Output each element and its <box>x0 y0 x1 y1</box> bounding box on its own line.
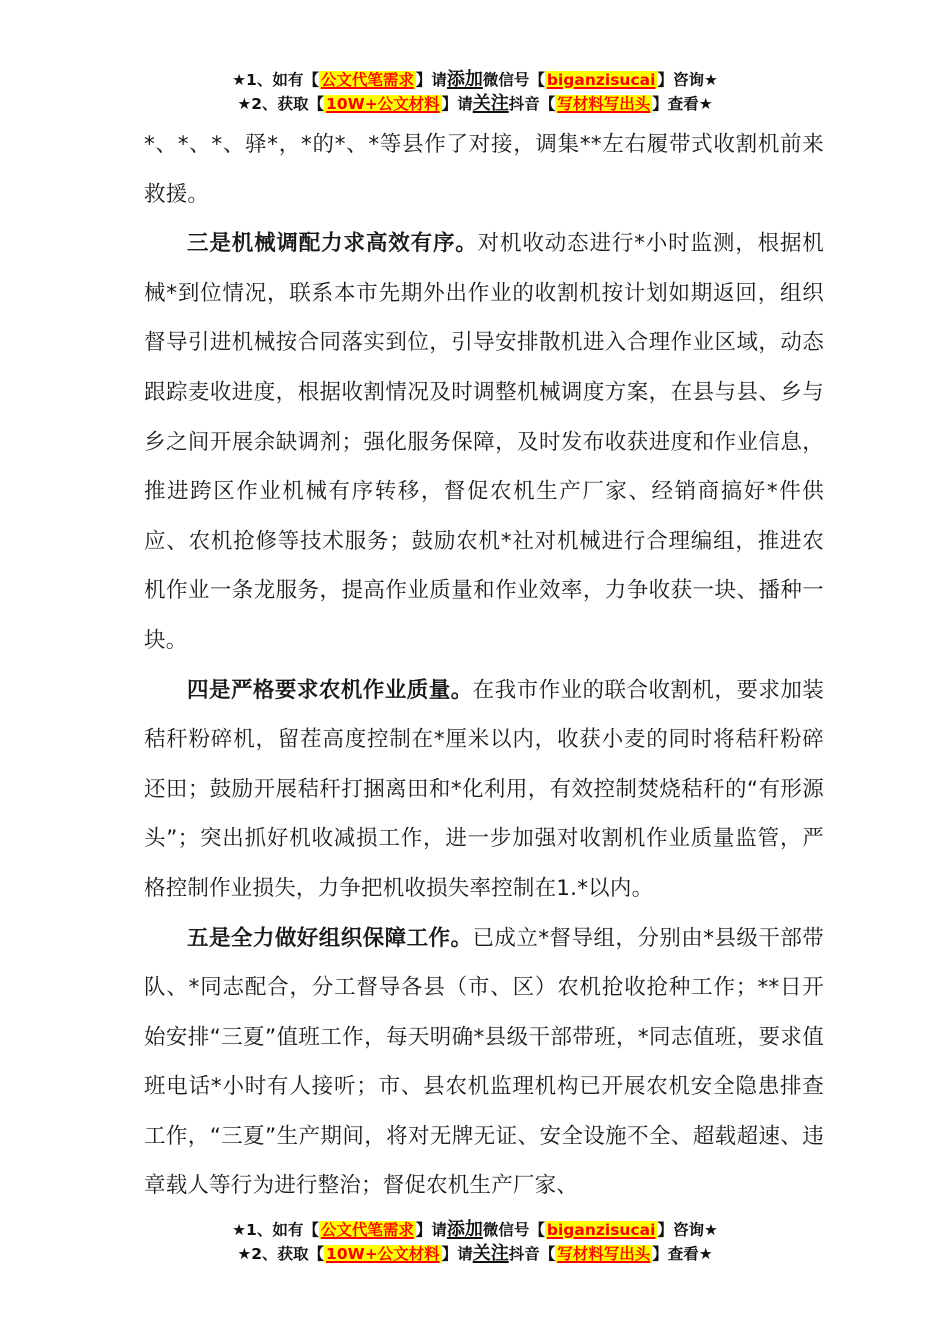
douyin-id-tag: 写材料写出头 <box>557 95 651 113</box>
paragraph-heading: 三是机械调配力求高效有序。 <box>187 231 478 257</box>
header-banner <box>0 68 950 116</box>
paragraph-text: 在我市作业的联合收割机，要求加装秸秆粉碎机，留茬高度控制在*厘米以内，收获小麦的同时将秸秆粉碎还田；鼓励开展秸秆打捆离田和*化利用，有效控制焚烧秸秆的“有形源头”；突出抓好机收减损工作，进一步加强对收割机作业质量监管，严格控制作业损失，力争把机收损失率控制在1.*以内。 <box>144 677 824 901</box>
banner-text: 抖音【 <box>508 1245 556 1263</box>
document-body <box>144 120 824 1211</box>
banner-text: 抖音【 <box>508 95 556 113</box>
emphasis-text: 添加 <box>446 1219 483 1240</box>
banner-text: 】请 <box>441 95 473 113</box>
emphasis-text: 添加 <box>446 69 483 90</box>
paragraph <box>144 219 824 665</box>
emphasis-text: 关注 <box>472 1243 509 1264</box>
paragraph <box>144 666 824 914</box>
paragraph-heading: 四是严格要求农机作业质量。 <box>187 677 473 703</box>
highlight-tag: 10W+公文材料 <box>326 95 440 113</box>
banner-line-1 <box>0 68 950 92</box>
banner-text: 】查看★ <box>652 95 713 113</box>
paragraph-text: 已成立*督导组，分别由*县级干部带队、*同志配合，分工督导各县（市、区）农机抢收抢种工作；**日开始安排“三夏”值班工作，每天明确*县级干部带班，*同志值班，要求值班电话*小时有人接听；市、县农机监理机构已开展农机安全隐患排查工作，“三夏”生产期间，将对无牌无证、安全设施不全、超载超速、违章载人等行为进行整治；督促农机生产厂家、 <box>144 925 824 1199</box>
highlight-tag: 公文代笔需求 <box>320 71 414 89</box>
banner-text: ★1、如有【 <box>232 71 319 89</box>
banner-text: 】请 <box>441 1245 473 1263</box>
banner-text: 】请 <box>415 71 447 89</box>
wechat-id-tag: biganzisucai <box>546 1221 656 1239</box>
paragraph <box>144 914 824 1212</box>
banner-text: 】咨询★ <box>657 1221 718 1239</box>
wechat-id-tag: biganzisucai <box>546 71 656 89</box>
banner-line-2 <box>0 1242 950 1266</box>
banner-line-2 <box>0 92 950 116</box>
banner-text: 微信号【 <box>482 71 545 89</box>
highlight-tag: 公文代笔需求 <box>320 1221 414 1239</box>
banner-text: ★2、获取【 <box>237 1245 325 1263</box>
paragraph-text: 对机收动态进行*小时监测，根据机械*到位情况，联系本市先期外出作业的收割机按计划如期返回，组织督导引进机械按合同落实到位，引导安排散机进入合理作业区域，动态跟踪麦收进度，根据收割情况及时调整机械调度方案，在县与县、乡与乡之间开展余缺调剂；强化服务保障，及时发布收获进度和作业信息，推进跨区作业机械有序转移，督促农机生产厂家、经销商搞好*件供应、农机抢修等技术服务；鼓励农机*社对机械进行合理编组，推进农机作业一条龙服务，提高作业质量和作业效率，力争收获一块、播种一块。 <box>144 231 825 653</box>
banner-text: 】咨询★ <box>657 71 718 89</box>
banner-line-1 <box>0 1218 950 1242</box>
emphasis-text: 关注 <box>472 93 509 114</box>
paragraph: *、*、*、驿*，*的*、*等县作了对接，调集**左右履带式收割机前来救援。 <box>144 132 824 207</box>
banner-text: 】请 <box>415 1221 447 1239</box>
banner-text: 微信号【 <box>482 1221 545 1239</box>
footer-banner <box>0 1218 950 1266</box>
banner-text: ★1、如有【 <box>232 1221 319 1239</box>
douyin-id-tag: 写材料写出头 <box>557 1245 651 1263</box>
highlight-tag: 10W+公文材料 <box>326 1245 440 1263</box>
banner-text: 】查看★ <box>652 1245 713 1263</box>
paragraph-heading: 五是全力做好组织保障工作。 <box>187 925 473 951</box>
banner-text: ★2、获取【 <box>237 95 325 113</box>
